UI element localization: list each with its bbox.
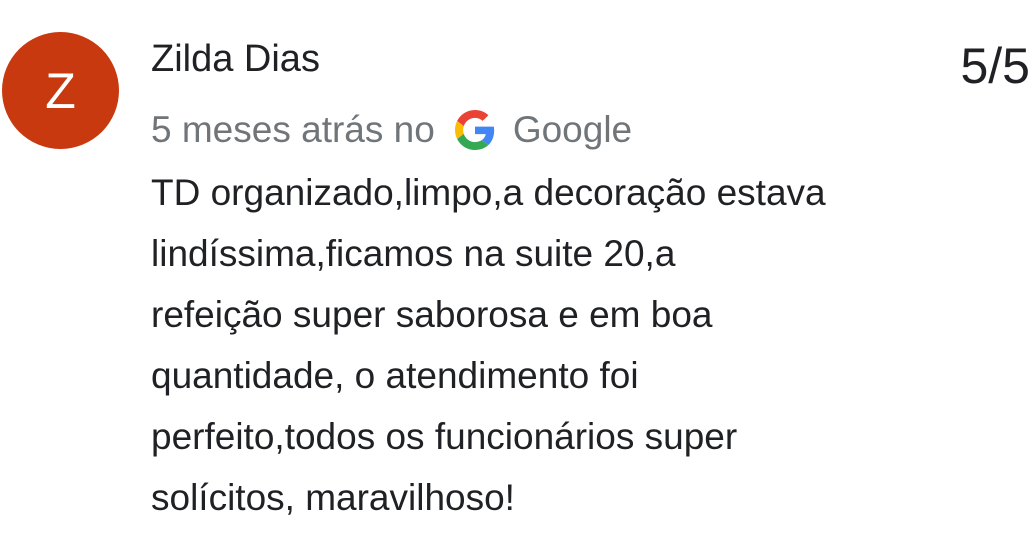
google-g-icon bbox=[455, 110, 495, 150]
rating-score: 5/5 bbox=[960, 38, 1030, 94]
avatar[interactable] bbox=[2, 32, 119, 149]
review-meta bbox=[151, 105, 632, 155]
reviewer-name[interactable]: Zilda Dias bbox=[151, 38, 320, 80]
review-source: Google bbox=[512, 109, 633, 150]
review-time: 5 meses atrás no bbox=[151, 109, 435, 150]
avatar-letter: Z bbox=[45, 62, 76, 119]
review-text: TD organizado,limpo,a decoração estava lindíssima,ficamos na suite 20,a refeição super saborosa e em boa quantidade, o atendimento foi perfeito,todos os funcionários super solícitos, maravilhoso! bbox=[151, 172, 826, 518]
